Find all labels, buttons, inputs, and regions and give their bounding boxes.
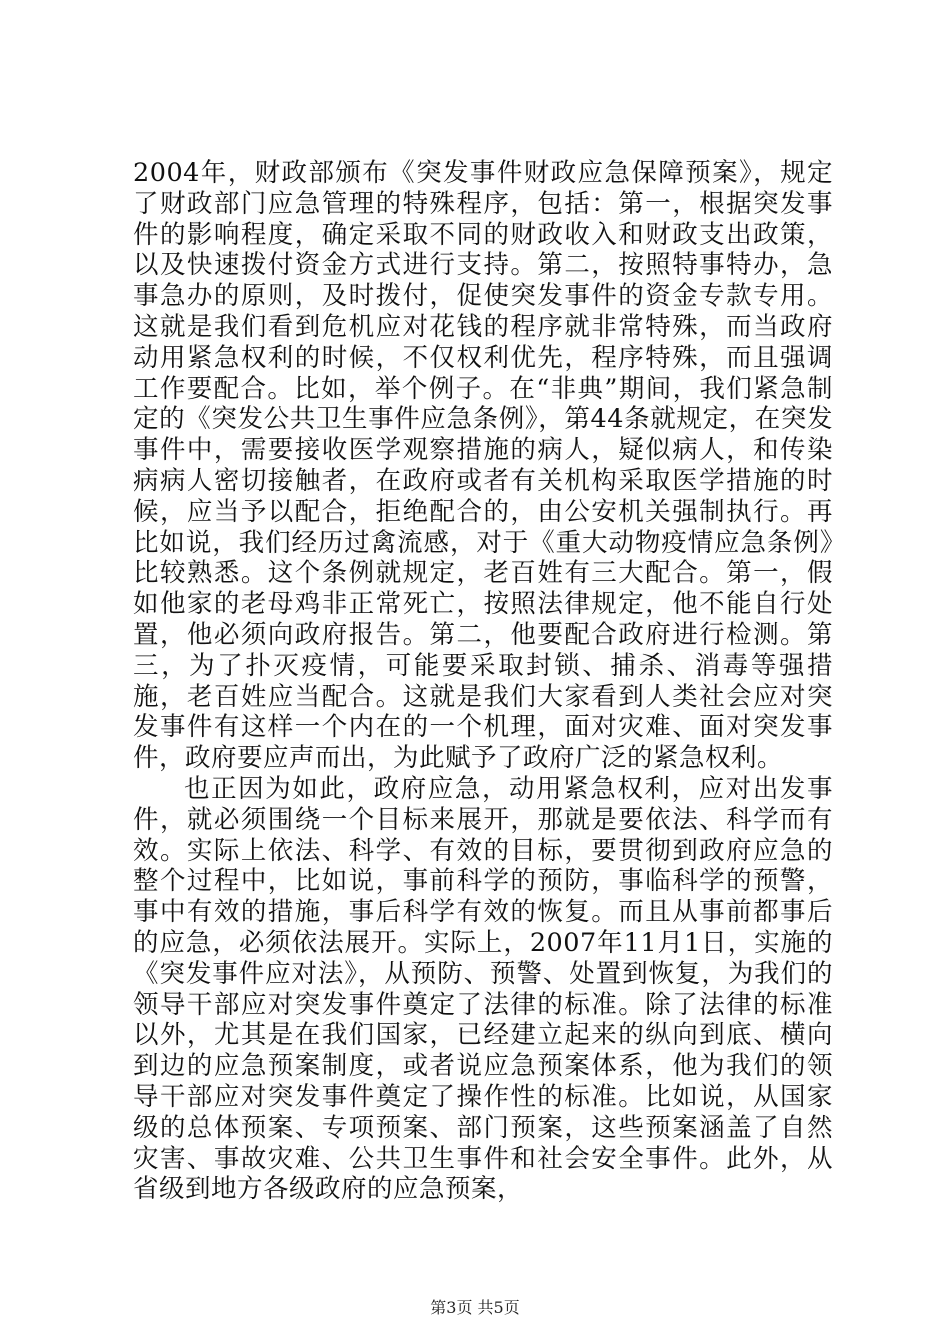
paragraph-1: 2004年，财政部颁布《突发事件财政应急保障预案》，规定了财政部门应急管理的特殊程序，包括：第一，根据突发事件的影响程度，确定采取不同的财政收入和财政支出政策，以及快速拨付资金方式进行支持。第二，按照特事特办，急事急办的原则，及时拨付，促使突发事件的资金专款专用。这就是我们看到危机应对花钱的程序就非常特殊，而当政府动用紧急权利的时候，不仅权利优先，程序特殊，而且强调工作要配合。比如，举个例子。在“非典”期间，我们紧急制定的《突发公共卫生事件应急条例》，第44条就规定，在突发事件中，需要接收医学观察措施的病人，疑似病人，和传染病病人密切接触者，在政府或者有关机构采取医学措施的时候，应当予以配合，拒绝配合的，由公安机关强制执行。再比如说，我们经历过禽流感，对于《重大动物疫情应急条例》比较熟悉。这个条例就规定，老百姓有三大配合。第一，假如他家的老母鸡非正常死亡，按照法律规定，他不能自行处置，他必须向政府报告。第二，他要配合政府进行检测。第三，为了扑灭疫情，可能要采取封锁、捕杀、消毒等强措施，老百姓应当配合。这就是我们大家看到人类社会应对突发事件有这样一个内在的一个机理，面对灾难、面对突发事件，政府要应声而出，为此赋予了政府广泛的紧急权利。 bbox=[133, 158, 833, 774]
page-footer: 第3页 共5页 bbox=[430, 1298, 520, 1317]
paragraph-2: 也正因为如此，政府应急，动用紧急权利，应对出发事件，就必须围绕一个目标来展开，那就是要依法、科学而有效。实际上依法、科学、有效的目标，要贯彻到政府应急的整个过程中，比如说，事前科学的预防，事临科学的预警，事中有效的措施，事后科学有效的恢复。而且从事前都事后的应急，必须依法展开。实际上，2007年11月1日，实施的《突发事件应对法》，从预防、预警、处置到恢复，为我们的领导干部应对突发事件奠定了法律的标准。除了法律的标准以外，尤其是在我们国家，已经建立起来的纵向到底、横向到边的应急预案制度，或者说应急预案体系，他为我们的领导干部应对突发事件奠定了操作性的标准。比如说，从国家级的总体预案、专项预案、部门预案，这些预案涵盖了自然灾害、事故灾难、公共卫生事件和社会安全事件。此外，从省级到地方各级政府的应急预案， bbox=[133, 773, 833, 1205]
body-text bbox=[133, 158, 833, 1205]
